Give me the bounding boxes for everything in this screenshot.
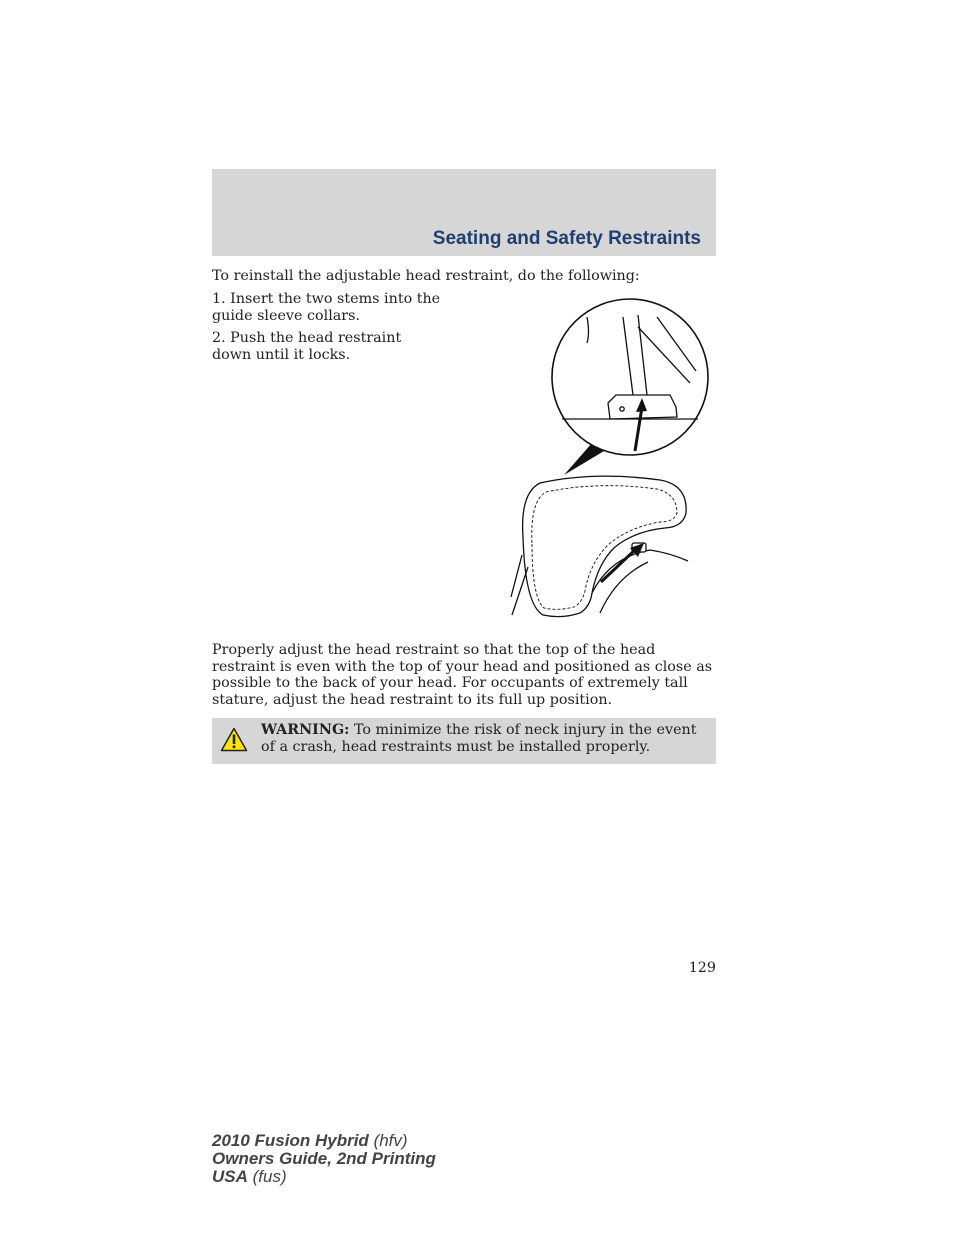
footer-line-3 [212,1168,436,1186]
footer-model-code: (hfv) [373,1131,408,1150]
warning-label: WARNING: [261,722,350,738]
footer [212,1132,436,1186]
step-2: 2. Push the head restraint down until it locks. [212,330,402,363]
warning-text [261,722,711,755]
section-title: Seating and Safety Restraints [432,228,701,249]
head-restraint-illustration [500,295,716,620]
warning-triangle-icon [220,727,248,752]
footer-line-1 [212,1132,436,1150]
footer-guide-edition: Owners Guide, 2nd Printing [212,1149,436,1168]
warning-box [212,718,716,764]
footer-line-2 [212,1150,436,1168]
footer-region: USA [212,1167,248,1186]
step-1: 1. Insert the two stems into the guide sleeve collars. [212,291,441,324]
warning-message: To minimize the risk of neck injury in the event of a crash, head restraints must be installed properly. [261,722,697,755]
footer-region-code: (fus) [252,1167,287,1186]
intro-text: To reinstall the adjustable head restraint, do the following: [212,268,640,284]
adjustment-paragraph: Properly adjust the head restraint so that the top of the head restraint is even with the top of your head and positioned as close as possible to the back of your head. For occupants of extremely tall stature, adjust the head restraint to its full up position. [212,642,713,708]
section-header [212,169,716,256]
footer-model: 2010 Fusion Hybrid [212,1131,369,1150]
page-number: 129 [688,960,716,976]
